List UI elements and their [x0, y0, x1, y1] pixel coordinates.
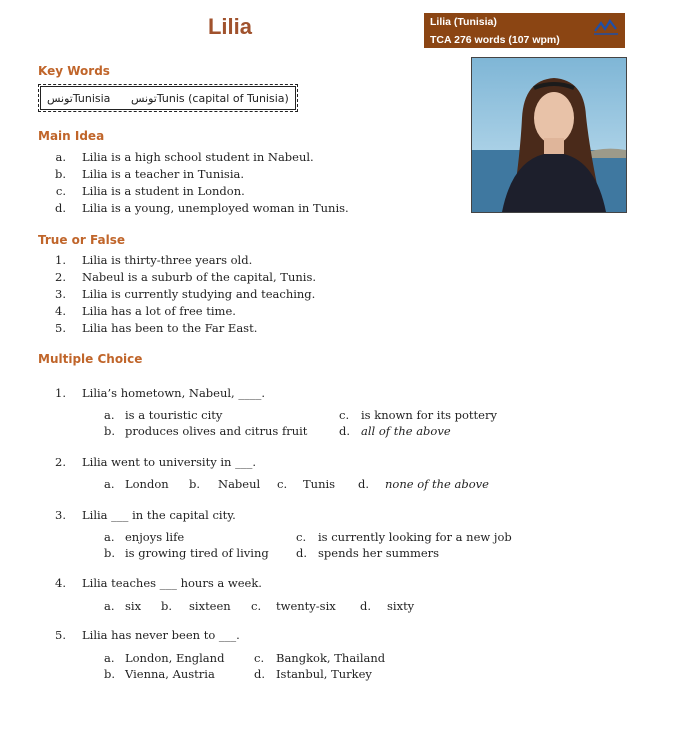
option: c.	[251, 599, 262, 613]
option: d.	[296, 546, 308, 560]
option: b.	[104, 667, 116, 681]
option-text: produces olives and citrus fruit	[125, 424, 308, 438]
word-count-label: TCA 276 words (107 wpm)	[430, 34, 560, 46]
option-text: Istanbul, Turkey	[276, 667, 372, 681]
main-idea-heading: Main Idea	[38, 129, 105, 143]
option: d.	[358, 477, 370, 491]
option: b.	[161, 599, 173, 613]
page-title: Lilia	[207, 14, 252, 39]
option-text: sixteen	[189, 599, 231, 613]
option-text: enjoys life	[125, 530, 185, 544]
speaker-label: Lilia (Tunisia)	[430, 16, 497, 28]
multiple-choice-heading: Multiple Choice	[38, 352, 143, 366]
option-text: is known for its pottery	[361, 408, 497, 422]
option: d.	[254, 667, 266, 681]
key-word-2	[131, 92, 289, 105]
option-text: Bangkok, Thailand	[276, 651, 386, 665]
option-text: is a touristic city	[125, 408, 223, 422]
option-text: Tunis	[303, 477, 336, 491]
option-text: twenty-six	[276, 599, 336, 613]
option-text: sixty	[387, 599, 415, 613]
option-text: London	[125, 477, 169, 491]
option: a.	[104, 477, 115, 491]
true-false-heading: True or False	[38, 233, 125, 247]
key-words-heading: Key Words	[38, 64, 110, 78]
option: b.	[104, 424, 116, 438]
option: d.	[360, 599, 372, 613]
english-term: Tunisia	[72, 92, 111, 105]
english-term: Tunis (capital of Tunisia)	[156, 92, 289, 105]
option-text: Vienna, Austria	[125, 667, 215, 681]
option-text: six	[125, 599, 142, 613]
option: d.	[339, 424, 351, 438]
option: c.	[296, 530, 307, 544]
info-box	[424, 13, 625, 48]
option: a.	[104, 651, 115, 665]
option: c.	[277, 477, 288, 491]
arabic-term: تونس	[131, 92, 157, 105]
logo-icon	[591, 17, 621, 37]
option: b.	[104, 546, 116, 560]
portrait-photo	[471, 57, 627, 213]
key-word-1	[47, 92, 110, 105]
arabic-term: تونس	[47, 92, 73, 105]
option: a.	[104, 408, 115, 422]
option: a.	[104, 599, 115, 613]
option: c.	[339, 408, 350, 422]
option: c.	[254, 651, 265, 665]
option-text: London, England	[125, 651, 225, 665]
option-text: is currently looking for a new job	[318, 530, 512, 544]
option-text: spends her summers	[318, 546, 440, 560]
option-text: none of the above	[385, 477, 489, 491]
option: a.	[104, 530, 115, 544]
option-text: all of the above	[361, 424, 451, 438]
option-text: Nabeul	[218, 477, 261, 491]
key-words-box	[38, 84, 298, 112]
option-text: is growing tired of living	[125, 546, 269, 560]
option: b.	[189, 477, 201, 491]
